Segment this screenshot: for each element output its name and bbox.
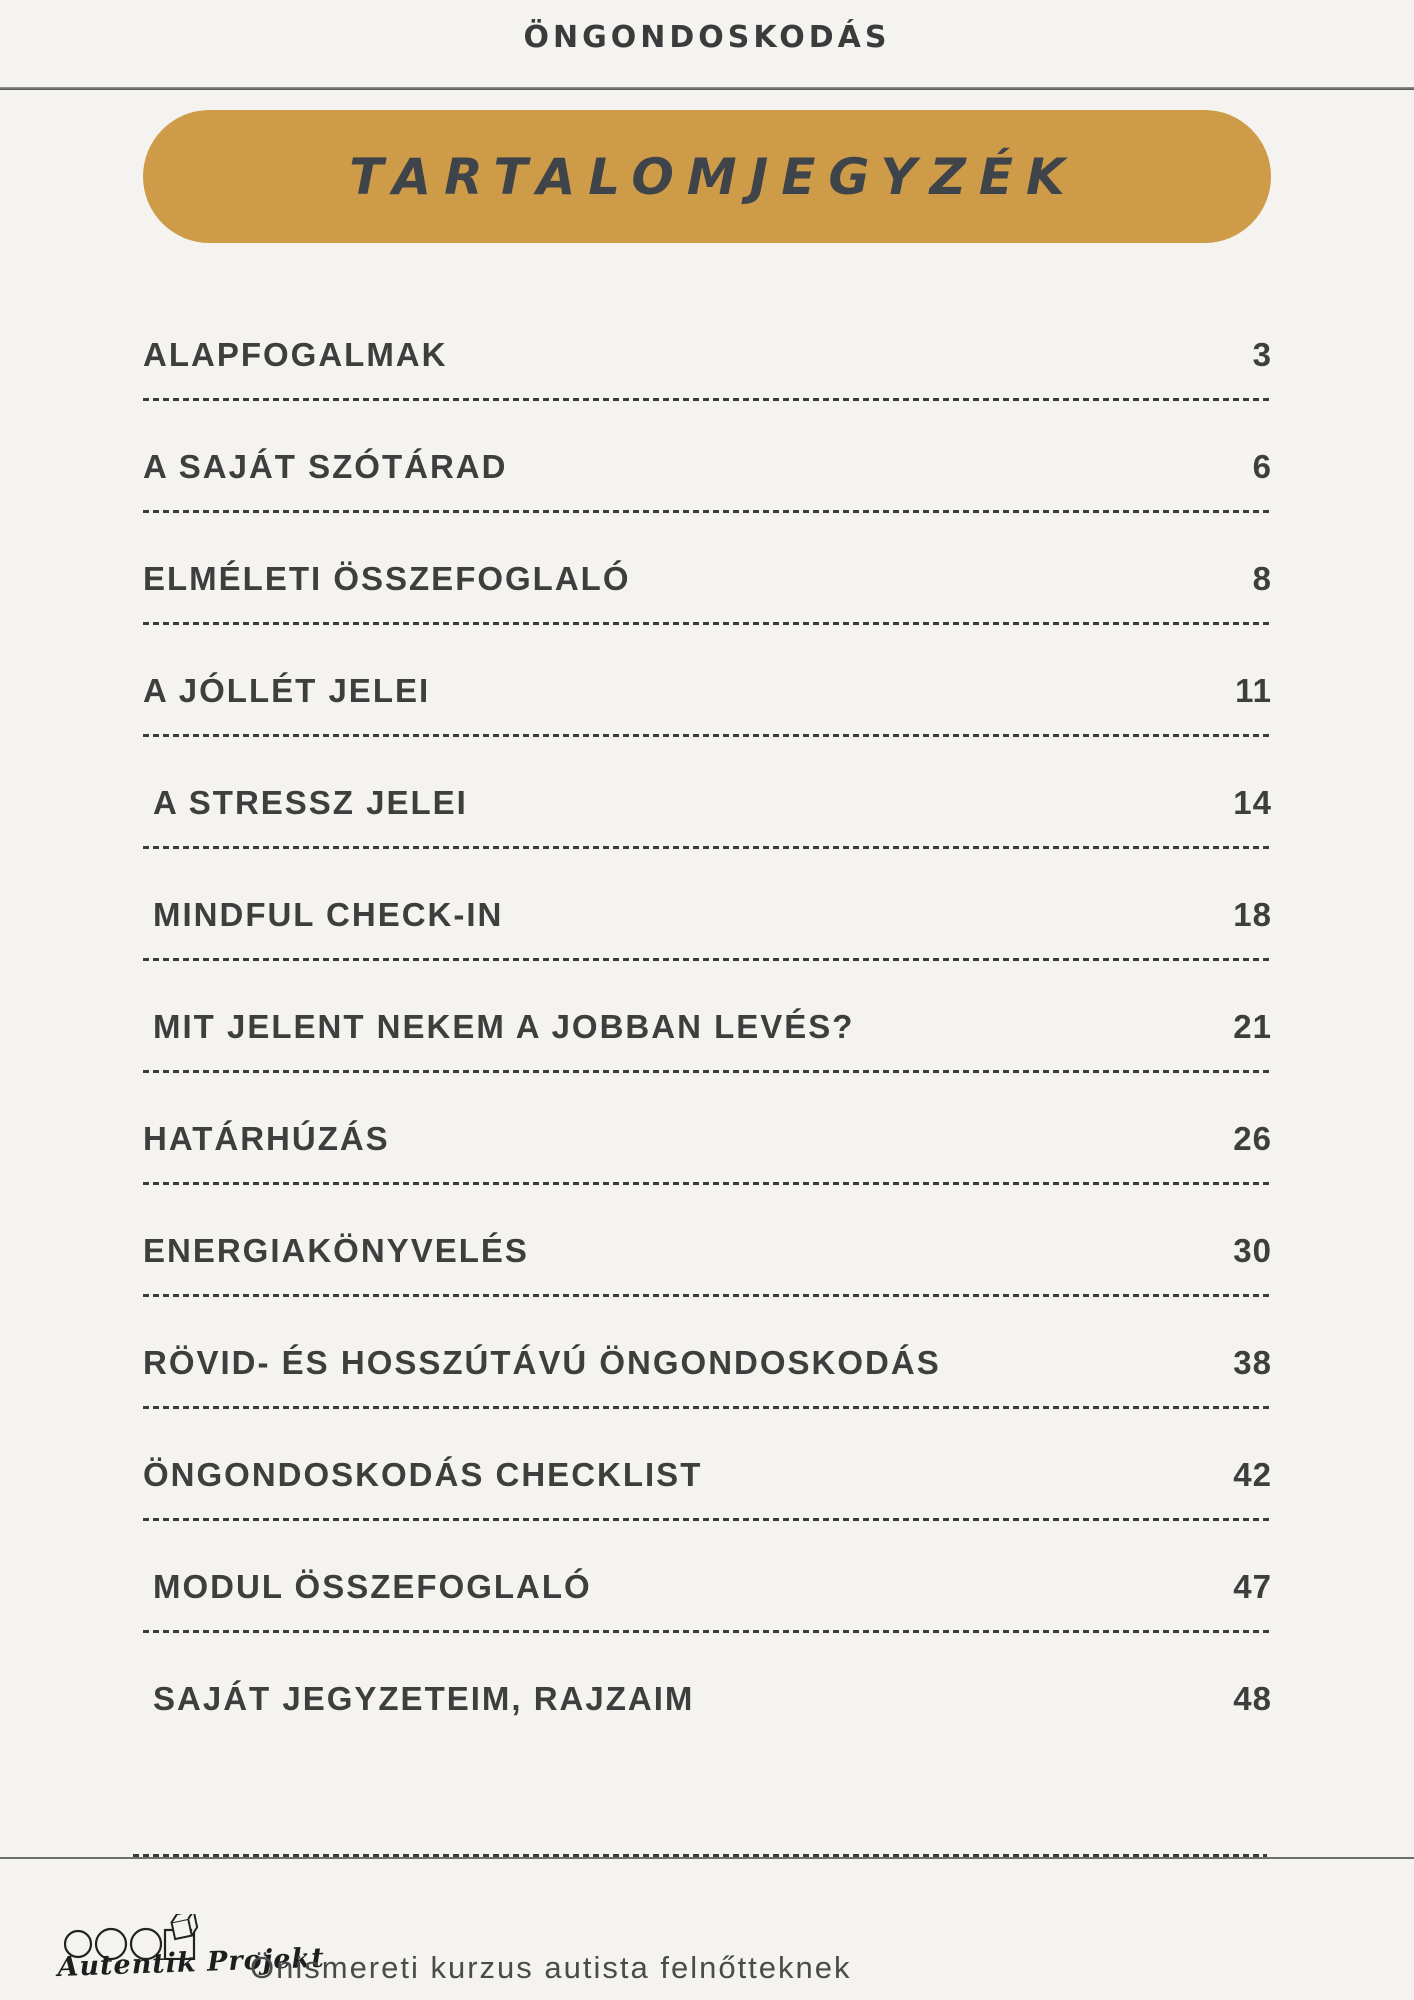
toc-entry-label: HATÁRHÚZÁS: [143, 1120, 390, 1157]
toc-entry[interactable]: [143, 890, 1272, 1002]
toc-entry-label: MIT JELENT NEKEM A JOBBAN LEVÉS?: [153, 1008, 855, 1045]
toc-banner-title: TARTALOMJEGYZÉK: [349, 147, 1078, 206]
toc-banner: [143, 110, 1271, 243]
toc-entry-line: [143, 672, 1272, 710]
toc-entry-line: [143, 896, 1272, 934]
toc-entry-page-number: 26: [1233, 1120, 1272, 1157]
toc-entry-page-number: 14: [1233, 784, 1272, 821]
toc-entry[interactable]: [143, 1450, 1272, 1562]
toc-entry[interactable]: [143, 1226, 1272, 1338]
toc-entry-line: [143, 1344, 1272, 1382]
toc-entry-label: ENERGIAKÖNYVELÉS: [143, 1232, 529, 1269]
toc-entry-page-number: 8: [1252, 560, 1272, 597]
toc-entry-page-number: 3: [1252, 336, 1272, 373]
toc-entry-line: [143, 336, 1272, 374]
toc-entry-page-number: 38: [1233, 1344, 1272, 1381]
dotted-divider: [143, 1406, 1272, 1409]
toc-entry-page-number: 30: [1233, 1232, 1272, 1269]
toc-entry-line: [143, 784, 1272, 822]
toc-entry-line: [143, 448, 1272, 486]
toc-entry-line: [143, 560, 1272, 598]
toc-entry[interactable]: [143, 442, 1272, 554]
toc-list: [143, 330, 1272, 1786]
toc-entry-label: MODUL ÖSSZEFOGLALÓ: [153, 1568, 592, 1605]
dotted-divider: [143, 1182, 1272, 1185]
dotted-divider: [143, 1294, 1272, 1297]
dotted-divider: [143, 846, 1272, 849]
toc-entry-page-number: 42: [1233, 1456, 1272, 1493]
toc-entry[interactable]: [143, 666, 1272, 778]
toc-entry[interactable]: [143, 1114, 1272, 1226]
dotted-divider: [143, 398, 1272, 401]
toc-entry-label: A SAJÁT SZÓTÁRAD: [143, 448, 508, 485]
toc-entry-page-number: 47: [1233, 1568, 1272, 1605]
toc-entry-label: MINDFUL CHECK-IN: [153, 896, 504, 933]
footer-tagline: Önismereti kurzus autista felnőtteknek: [250, 1950, 852, 1985]
toc-entry-label: RÖVID- ÉS HOSSZÚTÁVÚ ÖNGONDOSKODÁS: [143, 1344, 941, 1381]
toc-entry[interactable]: [143, 330, 1272, 442]
dotted-divider: [143, 734, 1272, 737]
toc-entry[interactable]: [143, 554, 1272, 666]
toc-entry-label: A STRESSZ JELEI: [153, 784, 468, 821]
toc-entry-page-number: 11: [1235, 672, 1272, 709]
toc-entry-page-number: 18: [1233, 896, 1272, 933]
toc-entry-page-number: 21: [1233, 1008, 1272, 1045]
toc-entry-line: [143, 1232, 1272, 1270]
toc-entry-line: [143, 1120, 1272, 1158]
footer-divider-solid: [0, 1857, 1414, 1859]
brand-name: Autentik Projekt: [56, 1942, 326, 1983]
dotted-divider: [143, 1630, 1272, 1633]
footer-divider-dashed: [133, 1854, 1267, 1857]
toc-entry-line: [143, 1008, 1272, 1046]
toc-entry-page-number: 6: [1252, 448, 1272, 485]
toc-entry-label: SAJÁT JEGYZETEIM, RAJZAIM: [153, 1680, 695, 1717]
header-divider: [0, 87, 1414, 90]
toc-entry[interactable]: [143, 1562, 1272, 1674]
toc-entry-line: [143, 1456, 1272, 1494]
toc-entry[interactable]: [143, 1674, 1272, 1786]
toc-entry-page-number: 48: [1233, 1680, 1272, 1717]
toc-entry-label: ALAPFOGALMAK: [143, 336, 448, 373]
toc-entry-label: ÖNGONDOSKODÁS CHECKLIST: [143, 1456, 703, 1493]
dotted-divider: [143, 958, 1272, 961]
toc-entry-line: [143, 1680, 1272, 1718]
dotted-divider: [143, 1518, 1272, 1521]
dotted-divider: [143, 622, 1272, 625]
toc-entry-line: [143, 1568, 1272, 1606]
toc-entry[interactable]: [143, 778, 1272, 890]
dotted-divider: [143, 1070, 1272, 1073]
toc-entry-label: A JÓLLÉT JELEI: [143, 672, 431, 709]
page-header-title: ÖNGONDOSKODÁS: [523, 20, 891, 55]
dotted-divider: [143, 510, 1272, 513]
toc-entry-label: ELMÉLETI ÖSSZEFOGLALÓ: [143, 560, 631, 597]
toc-entry[interactable]: [143, 1338, 1272, 1450]
toc-entry[interactable]: [143, 1002, 1272, 1114]
